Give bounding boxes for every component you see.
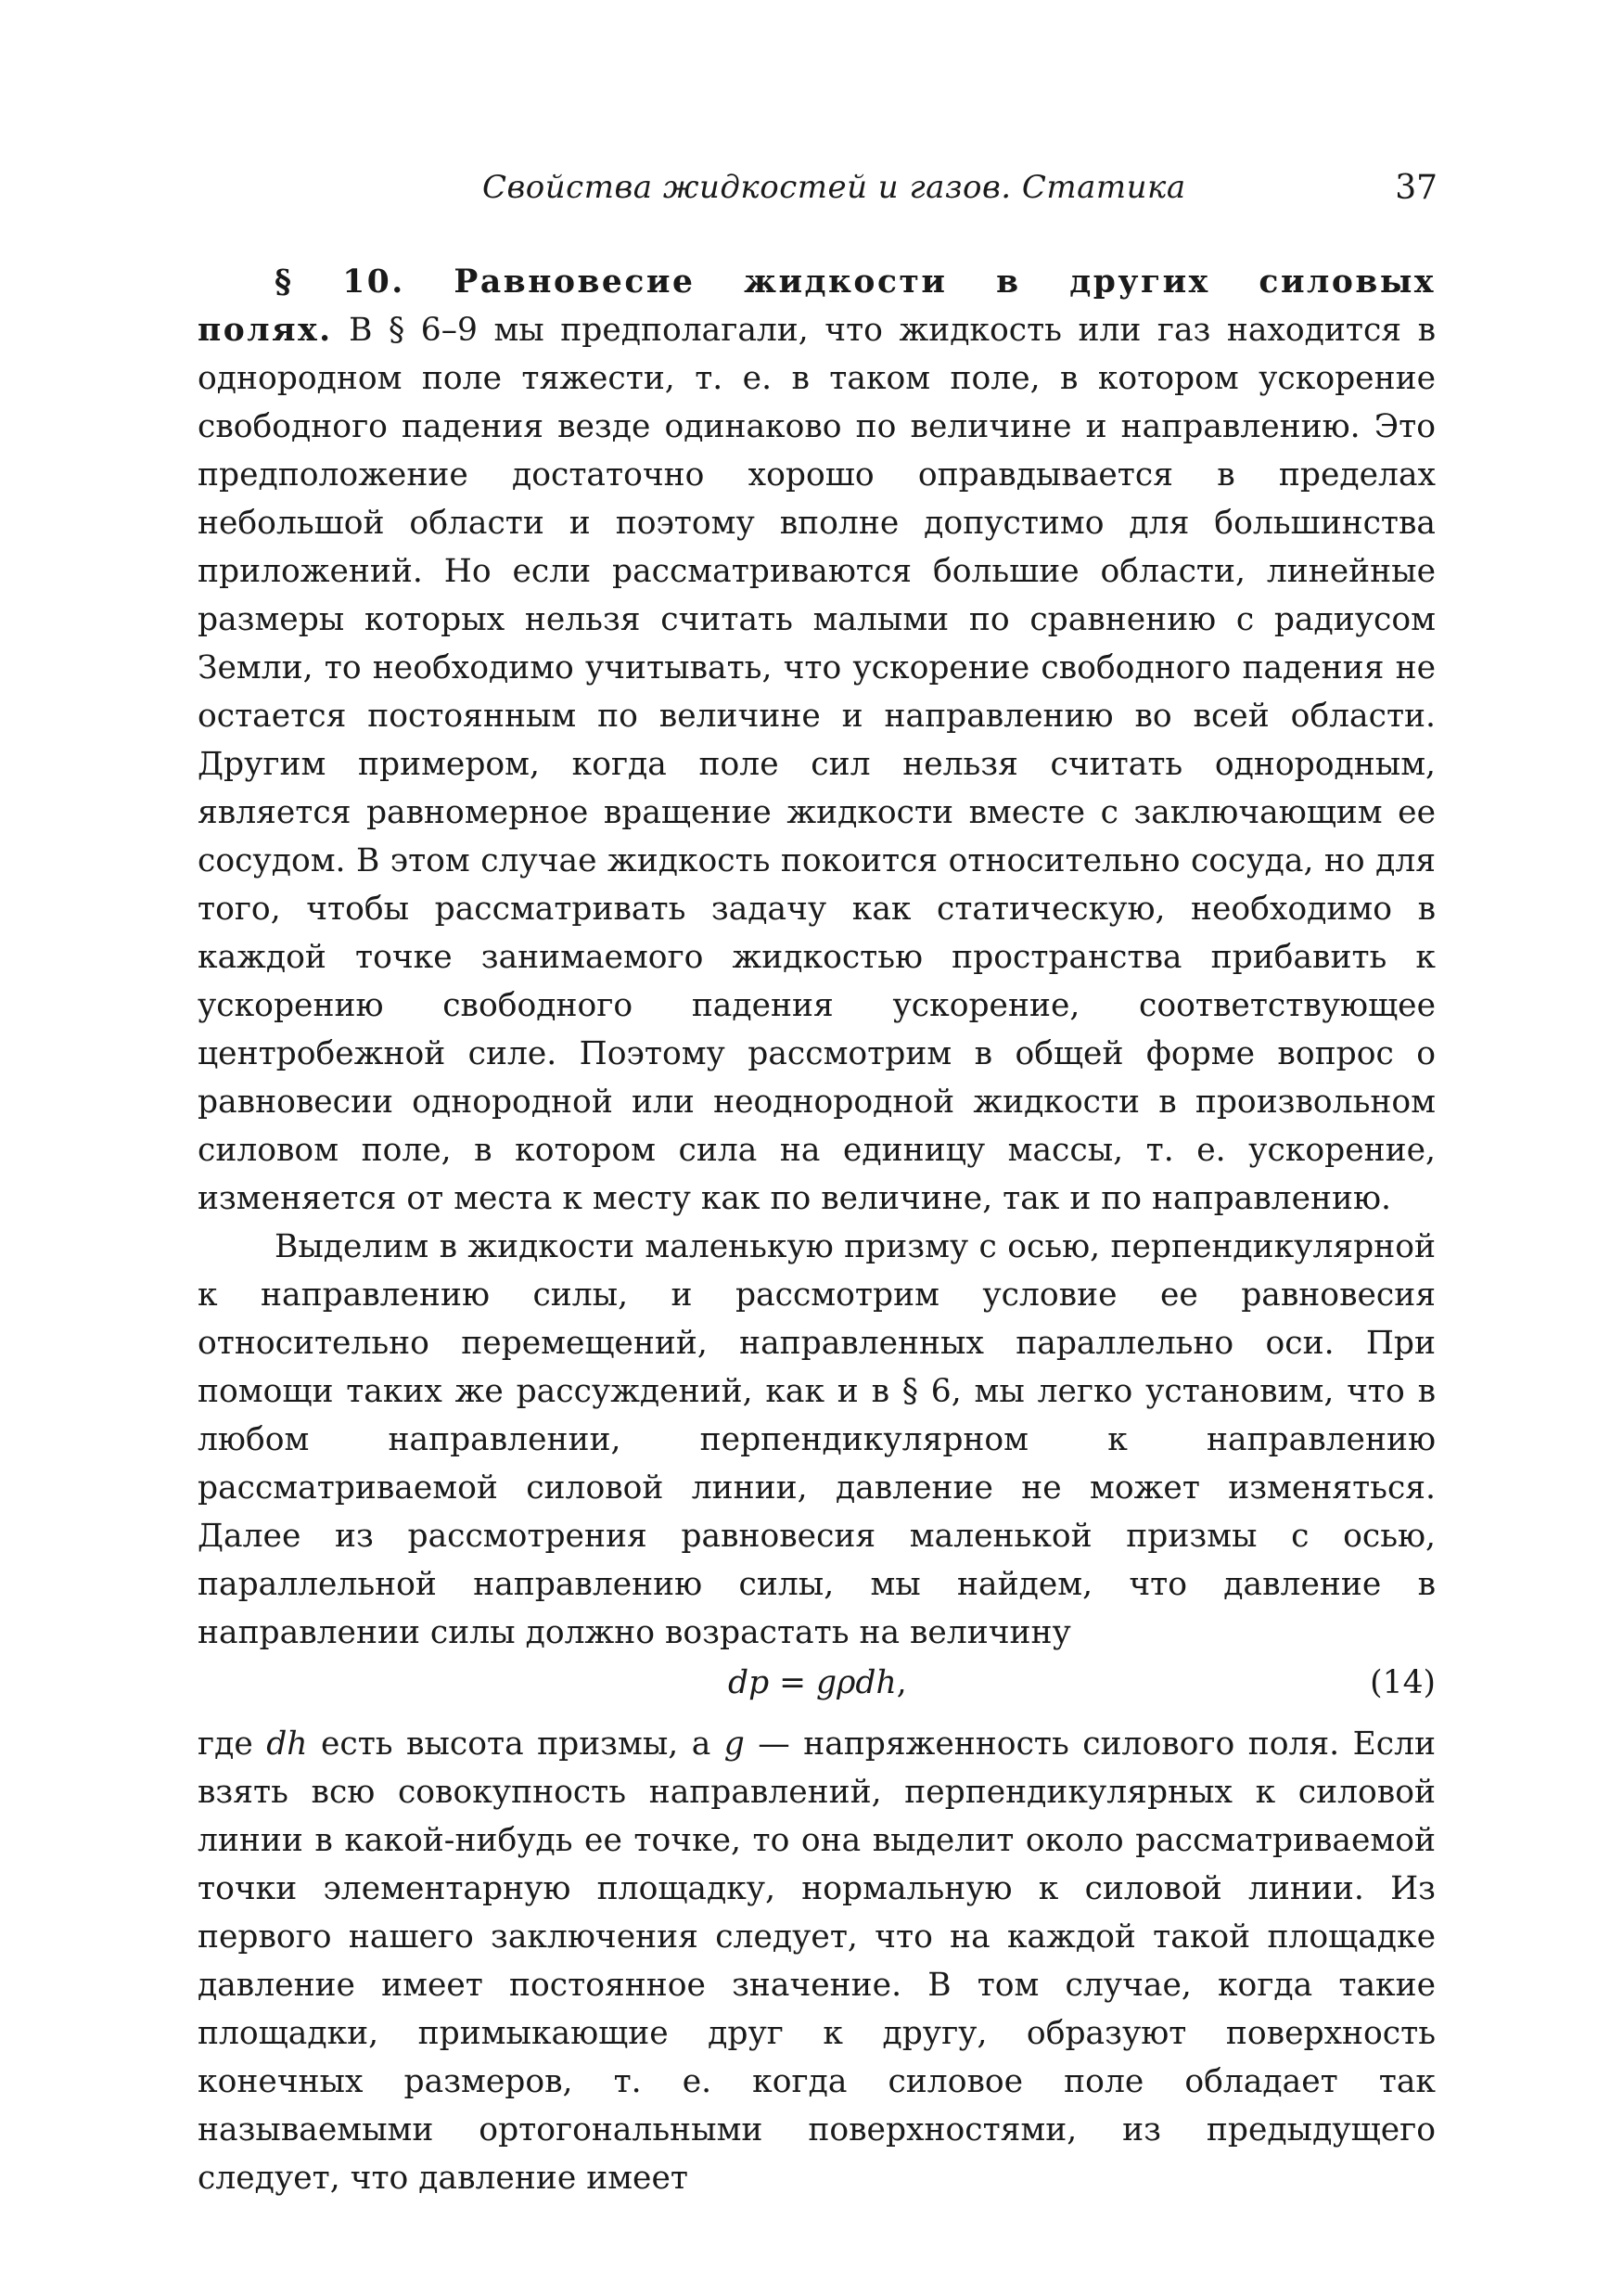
body-text (198, 258, 1436, 2202)
equation-14 (198, 1659, 1436, 1720)
equation-number: (14) (1370, 1664, 1436, 1701)
paragraph-3 (198, 1720, 1436, 2202)
equation-rhs: gρdh (816, 1664, 897, 1701)
equation-lhs: dp (728, 1664, 770, 1701)
paragraph-3-rest: — напряженность силового поля. Если взять всю совокупность направлений, перпендикулярных к силовой линии в какой-нибудь ее точке, то она выделит около рассматриваемой точки элементарную площадку, нормальную к силовой линии. Из первого нашего заключения следует, что на каждой такой площадке давление имеет постоянное значение. В том случае, когда такие площадки, примыкающие друг к другу, образуют поверхность конечных размеров, т. е. когда силовое поле обладает так называемыми ортогональными поверхностями, из предыдущего следует, что давление имеет (198, 1725, 1436, 2197)
section-heading: § 10. Равновесие жидкости в других силовых полях. (198, 263, 1436, 349)
paragraph-1 (198, 258, 1436, 1223)
variable-dh: dh (266, 1725, 308, 1763)
paragraph-3-lead: где (198, 1725, 253, 1763)
equation-formula (728, 1659, 907, 1707)
variable-g: g (723, 1725, 745, 1763)
equation-equals: = (779, 1664, 807, 1701)
paragraph-2: Выделим в жидкости маленькую призму с осью, перпендикулярной к направлению силы, и рассмотрим условие ее равновесия относительно перемещений, направленных параллельно оси. При помощи таких же рассуждений, как и в § 6, мы легко установим, что в любом направлении, перпендикулярном к направлению рассматриваемой силовой линии, давление не может изменяться. Далее из рассмотрения равновесия маленькой призмы с осью, параллельной направлению силы, мы найдем, что давление в направлении силы должно возрастать на величину (198, 1228, 1436, 1651)
page-number: 37 (1395, 169, 1438, 207)
running-head (0, 169, 1623, 224)
paragraph-1-text: В § 6–9 мы предполагали, что жидкость или газ находится в однородном поле тяжести, т. е. в таком поле, в котором ускорение свободного падения везде одинаково по величине и направлению. Это предположение достаточно хорошо оправдывается в пределах небольшой области и поэтому вполне допустимо для большинства приложений. Но если рассматриваются большие области, линейные размеры которых нельзя считать малыми по сравнению с радиусом Земли, то необходимо учитывать, что ускорение свободного падения не остается постоянным по величине и направлению во всей области. Другим примером, когда поле сил нельзя считать однородным, является равномерное вращение жидкости вместе с заключающим ее сосудом. В этом случае жидкость покоится относительно сосуда, но для того, чтобы рассматривать задачу как статическую, необходимо в каждой точке занимаемого жидкостью пространства прибавить к ускорению свободного падения ускорение, соответствующее центробежной силе. Поэтому рассмотрим в общей форме вопрос о равновесии однородной или неоднородной жидкости в произвольном силовом поле, в котором сила на единицу массы, т. е. ускорение, изменяется от места к месту как по величине, так и по направлению. (198, 312, 1436, 1217)
running-title: Свойства жидкостей и газов. Статика (482, 169, 1186, 206)
paragraph-3-mid: есть высота призмы, а (320, 1725, 711, 1763)
equation-comma: , (896, 1664, 907, 1701)
